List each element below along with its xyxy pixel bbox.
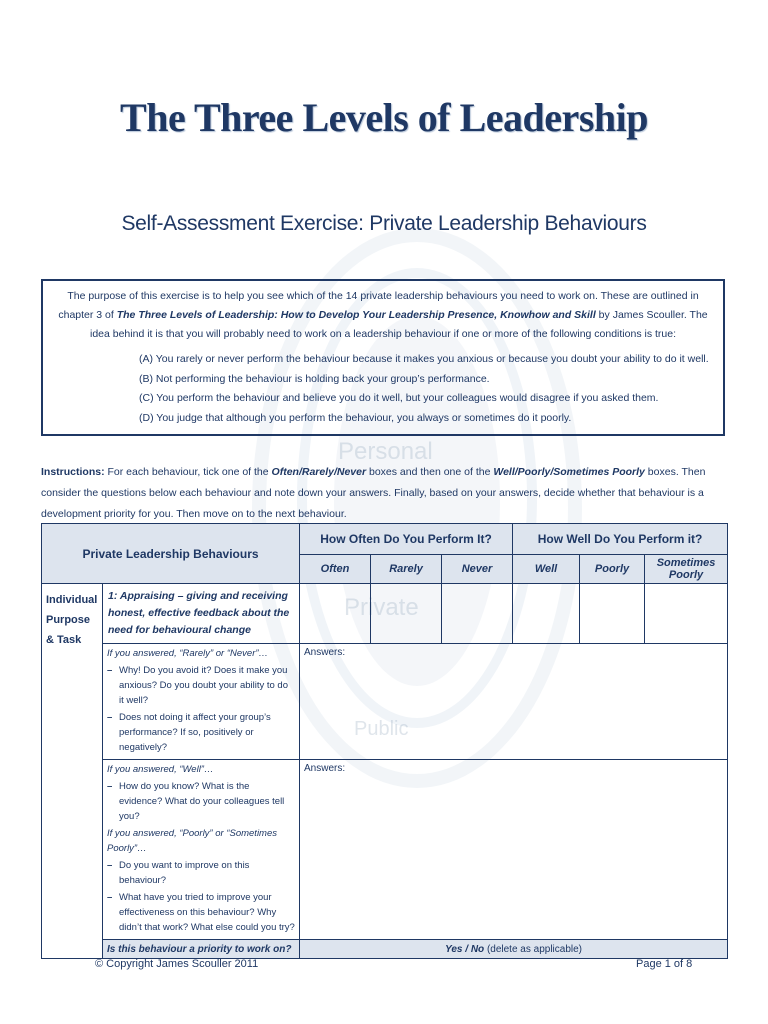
- priority-answer[interactable]: [300, 940, 728, 959]
- tick-often[interactable]: [300, 584, 371, 644]
- answers-label: Answers:: [304, 763, 346, 774]
- instructions-text-3: boxes. Then consider the questions below each behaviour and note down your answers. Finally, based on your answers, decide whether that behaviour is a development priority for you. Then move on to the next behaviour.: [41, 466, 706, 520]
- category-cell: Individual Purpose & Task: [42, 584, 103, 959]
- watermark-public-label: Public: [354, 718, 409, 740]
- document-title: The Three Levels of Leadership: [120, 95, 648, 140]
- purpose-box: [41, 279, 725, 436]
- question-item: – How do you know? What is the evidence? What do your colleagues tell you?: [107, 779, 295, 824]
- condition-a: (A) You rarely or never perform the behaviour because it makes you anxious or because you doubt your ability to do it well.: [139, 353, 709, 365]
- purpose-text-1: The purpose of this exercise is to help you see which of the 14 private leadership behaviours you need to work on. These are outlined in chapter 3 of: [58, 290, 699, 321]
- instructions-paragraph: [41, 462, 731, 525]
- instructions-often-options: Often/Rarely/Never: [271, 466, 367, 478]
- page-number: Page 1 of 8: [636, 958, 693, 970]
- question-lead-poorly: If you answered, “Poorly” or “Sometimes Poorly”…: [107, 828, 278, 854]
- col-never: Never: [442, 555, 513, 584]
- assessment-table: [41, 523, 728, 959]
- well-header: How Well Do You Perform it?: [513, 524, 728, 555]
- condition-c: (C) You perform the behaviour and believe you do it well, but your colleagues would disagree if you asked them.: [139, 392, 659, 404]
- question-lead-rarely-never: If you answered, “Rarely” or “Never”…: [107, 648, 269, 659]
- watermark-personal-label: Personal: [338, 438, 433, 465]
- col-sometimes-poorly: Sometimes Poorly: [645, 555, 728, 584]
- behaviour-title: 1: Appraising – giving and receiving honest, effective feedback about the need for behavioural change: [103, 584, 300, 644]
- answers-field-1[interactable]: [300, 644, 728, 760]
- copyright-footer: © Copyright James Scouller 2011: [95, 958, 259, 970]
- behaviours-header: Private Leadership Behaviours: [42, 524, 300, 584]
- priority-question: Is this behaviour a priority to work on?: [103, 940, 300, 959]
- document-subtitle: Self-Assessment Exercise: Private Leadership Behaviours: [121, 212, 647, 235]
- book-title: The Three Levels of Leadership: How to Develop Your Leadership Presence, Knowhow and Skill: [116, 309, 596, 321]
- purpose-paragraph: [57, 287, 709, 344]
- priority-yes-no: Yes / No: [445, 943, 485, 955]
- col-poorly: Poorly: [580, 555, 645, 584]
- often-header: How Often Do You Perform It?: [300, 524, 513, 555]
- questions-rarely-never: [103, 644, 300, 760]
- answers-label: Answers:: [304, 647, 346, 658]
- tick-sometimes-poorly[interactable]: [645, 584, 728, 644]
- tick-never[interactable]: [442, 584, 513, 644]
- col-well: Well: [513, 555, 580, 584]
- priority-note: (delete as applicable): [486, 943, 582, 955]
- tick-poorly[interactable]: [580, 584, 645, 644]
- col-rarely: Rarely: [371, 555, 442, 584]
- purpose-text-2: by James Scouller. The idea behind it is that you will probably need to work on a leadership behaviour if one or more of the following conditions is true:: [89, 309, 708, 340]
- tick-well[interactable]: [513, 584, 580, 644]
- question-item: – Does not doing it affect your group’s performance? If so, positively or negatively?: [107, 710, 295, 755]
- col-often: Often: [300, 555, 371, 584]
- question-item: – Do you want to improve on this behaviour?: [107, 858, 295, 888]
- instructions-well-options: Well/Poorly/Sometimes Poorly: [493, 466, 645, 478]
- question-item: – What have you tried to improve your effectiveness on this behaviour? Why didn’t that work? What else could you try?: [107, 890, 295, 935]
- answers-field-2[interactable]: [300, 760, 728, 940]
- condition-b: (B) Not performing the behaviour is holding back your group’s performance.: [139, 372, 490, 385]
- instructions-text-1: For each behaviour, tick one of the: [104, 466, 272, 478]
- instructions-text-2: boxes and then one of the: [366, 466, 494, 478]
- question-lead-well: If you answered, “Well”…: [107, 764, 214, 775]
- question-item: – Why! Do you avoid it? Does it make you anxious? Do you doubt your ability to do it well?: [107, 663, 295, 708]
- watermark-private-label: Private: [344, 594, 419, 621]
- tick-rarely[interactable]: [371, 584, 442, 644]
- conditions-list: [139, 350, 709, 428]
- questions-well-poorly: [103, 760, 300, 940]
- condition-d: (D) You judge that although you perform the behaviour, you always or sometimes do it poorly.: [139, 411, 572, 424]
- instructions-label: Instructions:: [41, 466, 105, 478]
